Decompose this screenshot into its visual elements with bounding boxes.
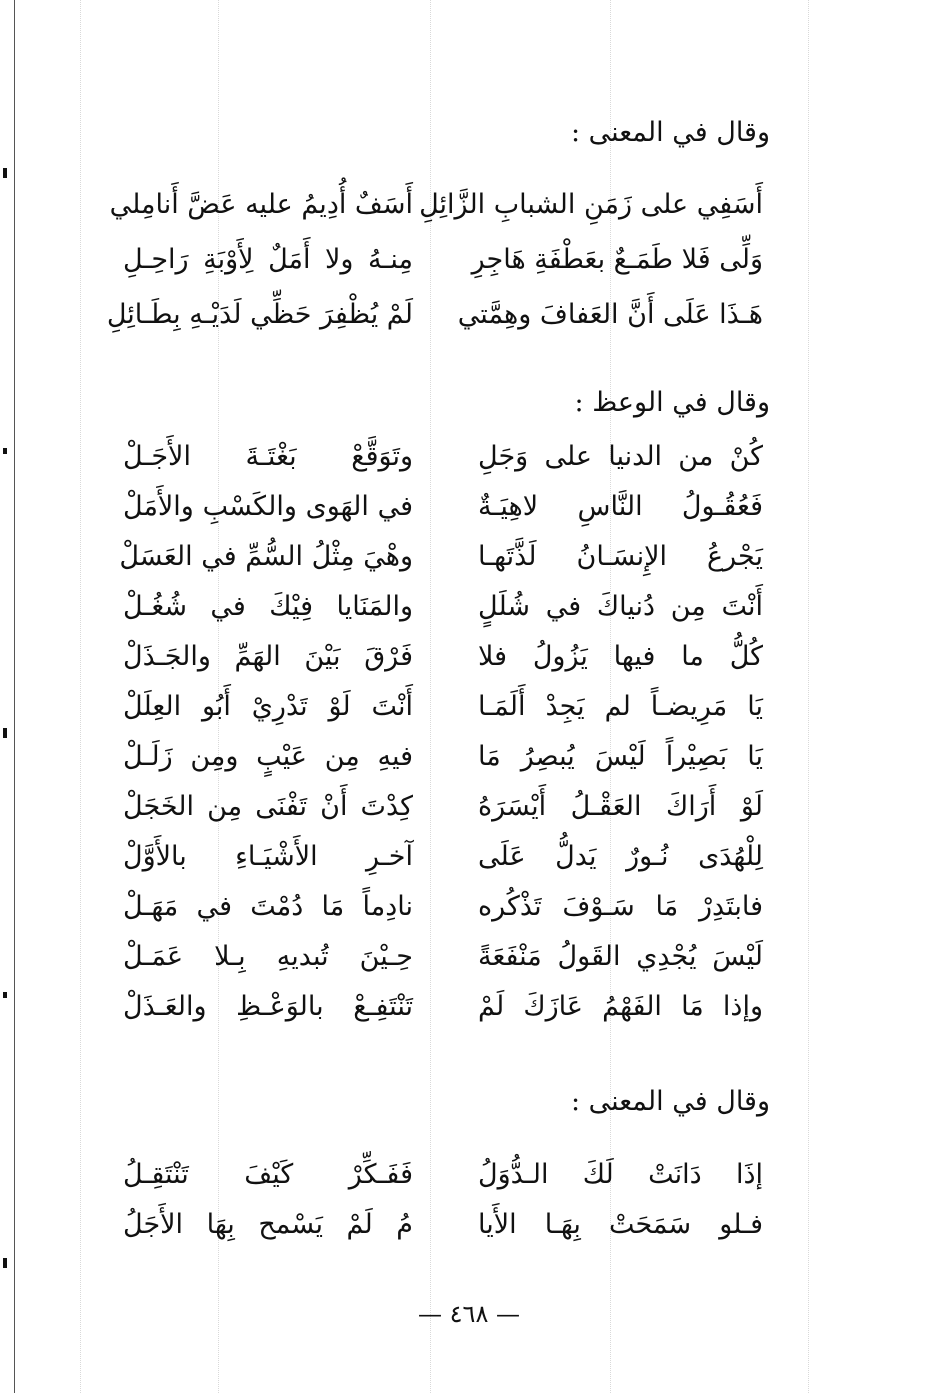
poem-verse (123, 932, 763, 982)
poem-verse (109, 180, 763, 230)
poem-verse (123, 235, 763, 285)
verse-first-hemistich: يَا مَرِيضـاً لم يَجِدْ أَلَمَـا (478, 691, 763, 722)
poem-verse (123, 482, 763, 532)
page-number: — ٤٦٨ — (418, 1300, 520, 1328)
poem-verse (123, 432, 763, 482)
poem-verse (123, 782, 763, 832)
verse-first-hemistich: لَيْسَ يُجْدِي القَولُ مَنْفَعَةً (478, 941, 763, 972)
verse-first-hemistich: يَجْرعُ الإِنسَـانُ لَذَّتَهـا (478, 541, 763, 572)
poem-verse (123, 882, 763, 932)
verse-second-hemistich: نادِماً مَا دُمْتَ في مَهَـلْ (123, 891, 413, 922)
verse-second-hemistich: فيهِ مِن عَيْبٍ ومِن زَلَـلْ (123, 741, 413, 772)
verse-first-hemistich: فَعُقُـولُ النَّاسِ لاهِيَـةٌ (478, 491, 763, 522)
section-heading: وقال في المعنى : (570, 1086, 770, 1117)
verse-second-hemistich: مُ لَمْ يَسْمح بِهَا الأَجَلُ (123, 1209, 413, 1240)
verse-second-hemistich: لَمْ يُظْفِرَ حَظِّي لَدَيْـهِ بِطَـائِلِ (106, 299, 413, 330)
poem-verse (123, 1150, 763, 1200)
scan-edge-mark (3, 448, 7, 454)
verse-first-hemistich: لِلْهُدَى نُـورٌ يَدلُّ عَلَى (478, 841, 763, 872)
verse-first-hemistich: إذَا دَانَتْ لَكَ الـدُّوَلُ (478, 1159, 763, 1190)
section-heading: وقال في الوعظ : (574, 387, 770, 418)
verse-second-hemistich: والمَنَايا فِيْكَ في شُغُـلْ (123, 591, 413, 622)
verse-first-hemistich: كُلُّ ما فيها يَزُولُ فلا (478, 641, 763, 672)
verse-first-hemistich: وإذا مَا الفَهْمُ عَازَكَ لَمْ (478, 991, 763, 1022)
poem-verse (123, 982, 763, 1032)
verse-first-hemistich: كُنْ من الدنيا على وَجَلِ (478, 441, 763, 472)
poem-verse (123, 582, 763, 632)
scan-edge-mark (3, 1258, 7, 1268)
verse-first-hemistich: أَنْتَ مِن دُنياكَ في شُلَلٍ (478, 591, 763, 622)
verse-first-hemistich: يَا بَصِيْراً لَيْسَ يُبصِرُ مَا (478, 741, 763, 772)
poem-verse (123, 632, 763, 682)
verse-second-hemistich: وهْيَ مِثْلُ السُّمِّ في العَسَلْ (119, 541, 413, 572)
scan-edge-mark (3, 728, 7, 738)
poem-verse (119, 532, 763, 582)
scan-edge-line (14, 0, 15, 1393)
verse-second-hemistich: كِدْتَ أَنْ تَفْنَى مِن الخَجَلْ (123, 791, 413, 822)
verse-second-hemistich: مِنـهُ ولا أَمَلٌ لِأَوْبَةِ رَاحِـلِ (123, 244, 413, 275)
poem-verse (123, 732, 763, 782)
poem-verse (123, 1200, 763, 1250)
scan-edge-mark (3, 992, 7, 998)
verse-first-hemistich: فابتَدِرْ مَا سَـوْفَ تَذْكُره (478, 891, 763, 922)
verse-second-hemistich: في الهَوى والكَسْبِ والأَمَلْ (123, 491, 413, 522)
poem-verse (123, 682, 763, 732)
verse-first-hemistich: لَوْ أَرَاكَ العَقْـلُ أَيْسَرَهُ (478, 791, 763, 822)
scan-guide-line (808, 0, 809, 1393)
verse-second-hemistich: آخـرِ الأَشْيَـاءِ بالأَوَّلْ (123, 841, 413, 872)
poem-verse (106, 290, 763, 340)
verse-second-hemistich: أَنْتَ لَوْ تَدْرِيْ أَبُو العِلَلْ (123, 691, 413, 722)
scan-edge-mark (3, 168, 7, 178)
verse-second-hemistich: وتَوَقَّعْ بَغْتَـةَ الأَجَـلْ (123, 441, 413, 472)
verse-second-hemistich: حِـيْنَ تُبديهِ بِـلا عَمَـلْ (123, 941, 413, 972)
poem-verse (123, 832, 763, 882)
verse-second-hemistich: فَفَـكِّرْ كَيْفَ تَنْتَقِـلُ (123, 1159, 413, 1190)
verse-first-hemistich: فـلو سَمَحَتْ بِهَـا الأَيا (478, 1209, 763, 1240)
verse-first-hemistich: وَلِّى فَلا طَمَـعٌ بعَطْفَةِ هَاجِرِ (471, 244, 763, 275)
section-heading: وقال في المعنى : (570, 117, 770, 148)
verse-second-hemistich: أَسَفٌ أُدِيمُ عليه عَضَّ أَنامِلي (109, 189, 413, 220)
verse-second-hemistich: تَنْتَفِـعْ بالوَعْـظِ والعَـذَلْ (123, 991, 413, 1022)
verse-second-hemistich: فَرْقَ بَيْنَ الهَمِّ والجَـذَلْ (123, 641, 413, 672)
scan-guide-line (80, 0, 81, 1393)
verse-first-hemistich: أَسَفِي على زَمَنِ الشبابِ الزَّائِلِ (419, 189, 763, 220)
verse-first-hemistich: هَـذَا عَلَى أَنَّ العَفافَ وهِمَّتي (457, 299, 763, 330)
